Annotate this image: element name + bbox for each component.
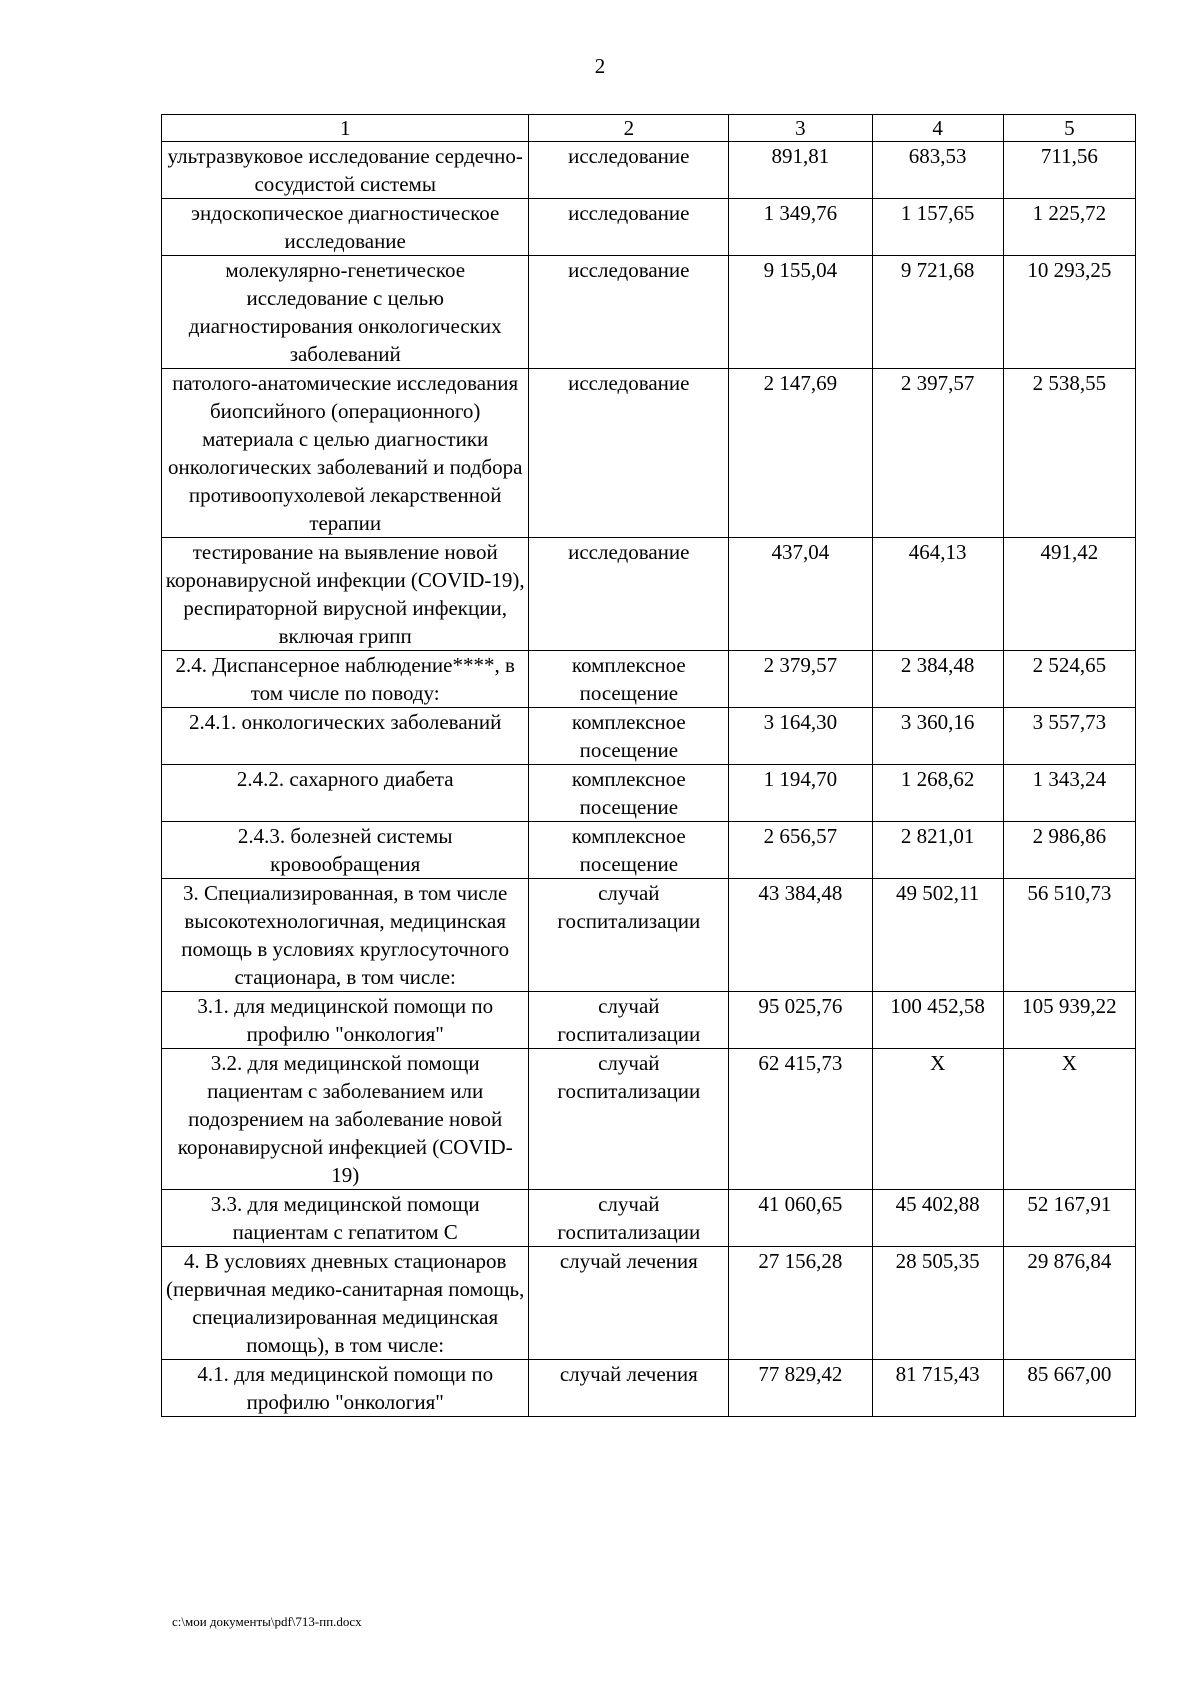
page-number: 2 <box>594 54 606 78</box>
row-value-col3: 9 155,04 <box>729 256 872 369</box>
row-value-col5: 2 524,65 <box>1003 651 1135 708</box>
footer-file-path: c:\мои документы\pdf\713-пп.docx <box>172 1614 362 1629</box>
row-value-col4: 81 715,43 <box>872 1360 1003 1417</box>
row-unit: исследование <box>529 199 729 256</box>
table-row <box>162 1190 1136 1247</box>
row-value-col5: 56 510,73 <box>1003 879 1135 992</box>
table-row <box>162 651 1136 708</box>
table-row <box>162 1247 1136 1360</box>
row-value-col5: 52 167,91 <box>1003 1190 1135 1247</box>
row-name: 4. В условиях дневных стационаров (первичная медико-санитарная помощь, специализированная медицинская помощь), в том числе: <box>162 1247 529 1360</box>
row-value-col3: 1 194,70 <box>729 765 872 822</box>
row-value-col3: 437,04 <box>729 538 872 651</box>
row-name: эндоскопическое диагностическое исследование <box>162 199 529 256</box>
table-row <box>162 199 1136 256</box>
row-unit: комплексное посещение <box>529 651 729 708</box>
table-row <box>162 708 1136 765</box>
column-header: 2 <box>529 115 729 142</box>
row-unit: комплексное посещение <box>529 822 729 879</box>
row-value-col4: 3 360,16 <box>872 708 1003 765</box>
row-value-col5: 491,42 <box>1003 538 1135 651</box>
row-value-col5: 29 876,84 <box>1003 1247 1135 1360</box>
row-name: молекулярно-генетическое исследование с целью диагностирования онкологических заболеваний <box>162 256 529 369</box>
row-unit: случай госпитализации <box>529 879 729 992</box>
row-value-col4: 683,53 <box>872 142 1003 199</box>
row-unit: исследование <box>529 256 729 369</box>
row-value-col3: 41 060,65 <box>729 1190 872 1247</box>
row-value-col3: 3 164,30 <box>729 708 872 765</box>
row-unit: комплексное посещение <box>529 765 729 822</box>
row-unit: исследование <box>529 142 729 199</box>
row-value-col4: 1 157,65 <box>872 199 1003 256</box>
row-name: 2.4.2. сахарного диабета <box>162 765 529 822</box>
row-name: 3.3. для медицинской помощи пациентам с гепатитом С <box>162 1190 529 1247</box>
row-name: 2.4.1. онкологических заболеваний <box>162 708 529 765</box>
column-header: 1 <box>162 115 529 142</box>
row-value-col5: 85 667,00 <box>1003 1360 1135 1417</box>
row-value-col3: 77 829,42 <box>729 1360 872 1417</box>
row-unit: случай госпитализации <box>529 1190 729 1247</box>
table-row <box>162 142 1136 199</box>
row-value-col5: Х <box>1003 1049 1135 1190</box>
row-value-col3: 2 147,69 <box>729 369 872 538</box>
table-row <box>162 879 1136 992</box>
row-value-col5: 105 939,22 <box>1003 992 1135 1049</box>
row-unit: комплексное посещение <box>529 708 729 765</box>
row-value-col4: 2 821,01 <box>872 822 1003 879</box>
table-row <box>162 256 1136 369</box>
row-name: 4.1. для медицинской помощи по профилю "онкология" <box>162 1360 529 1417</box>
row-unit: случай лечения <box>529 1247 729 1360</box>
table-row <box>162 822 1136 879</box>
row-name: 2.4. Диспансерное наблюдение****, в том числе по поводу: <box>162 651 529 708</box>
row-value-col3: 2 379,57 <box>729 651 872 708</box>
row-value-col4: 1 268,62 <box>872 765 1003 822</box>
row-value-col5: 2 986,86 <box>1003 822 1135 879</box>
row-unit: случай лечения <box>529 1360 729 1417</box>
tariff-table <box>161 114 1136 1417</box>
row-value-col5: 711,56 <box>1003 142 1135 199</box>
table-row <box>162 538 1136 651</box>
table-header-row <box>162 115 1136 142</box>
row-value-col5: 2 538,55 <box>1003 369 1135 538</box>
row-value-col4: 28 505,35 <box>872 1247 1003 1360</box>
row-value-col4: 464,13 <box>872 538 1003 651</box>
table-row <box>162 765 1136 822</box>
row-value-col5: 3 557,73 <box>1003 708 1135 765</box>
row-value-col4: 49 502,11 <box>872 879 1003 992</box>
table-row <box>162 1049 1136 1190</box>
row-value-col3: 1 349,76 <box>729 199 872 256</box>
row-unit: случай госпитализации <box>529 1049 729 1190</box>
row-value-col4: Х <box>872 1049 1003 1190</box>
row-value-col3: 27 156,28 <box>729 1247 872 1360</box>
row-value-col3: 43 384,48 <box>729 879 872 992</box>
row-value-col5: 1 225,72 <box>1003 199 1135 256</box>
row-value-col3: 62 415,73 <box>729 1049 872 1190</box>
row-value-col3: 891,81 <box>729 142 872 199</box>
row-unit: случай госпитализации <box>529 992 729 1049</box>
row-value-col3: 95 025,76 <box>729 992 872 1049</box>
row-name: 3. Специализированная, в том числе высокотехнологичная, медицинская помощь в условиях круглосуточного стационара, в том числе: <box>162 879 529 992</box>
row-name: 2.4.3. болезней системы кровообращения <box>162 822 529 879</box>
table-row <box>162 992 1136 1049</box>
table-row <box>162 1360 1136 1417</box>
row-value-col5: 1 343,24 <box>1003 765 1135 822</box>
row-value-col4: 100 452,58 <box>872 992 1003 1049</box>
column-header: 4 <box>872 115 1003 142</box>
row-name: ультразвуковое исследование сердечно-сосудистой системы <box>162 142 529 199</box>
row-value-col4: 9 721,68 <box>872 256 1003 369</box>
row-value-col5: 10 293,25 <box>1003 256 1135 369</box>
row-name: 3.1. для медицинской помощи по профилю "онкология" <box>162 992 529 1049</box>
table-row <box>162 369 1136 538</box>
column-header: 5 <box>1003 115 1135 142</box>
column-header: 3 <box>729 115 872 142</box>
row-value-col4: 2 384,48 <box>872 651 1003 708</box>
row-value-col4: 2 397,57 <box>872 369 1003 538</box>
row-name: 3.2. для медицинской помощи пациентам с заболеванием или подозрением на заболевание новой коронавирусной инфекцией (COVID-19) <box>162 1049 529 1190</box>
row-name: патолого-анатомические исследования биопсийного (операционного) материала с целью диагностики онкологических заболеваний и подбора противоопухолевой лекарственной терапии <box>162 369 529 538</box>
row-unit: исследование <box>529 369 729 538</box>
row-name: тестирование на выявление новой коронавирусной инфекции (COVID-19), респираторной вирусной инфекции, включая грипп <box>162 538 529 651</box>
row-value-col3: 2 656,57 <box>729 822 872 879</box>
row-value-col4: 45 402,88 <box>872 1190 1003 1247</box>
row-unit: исследование <box>529 538 729 651</box>
